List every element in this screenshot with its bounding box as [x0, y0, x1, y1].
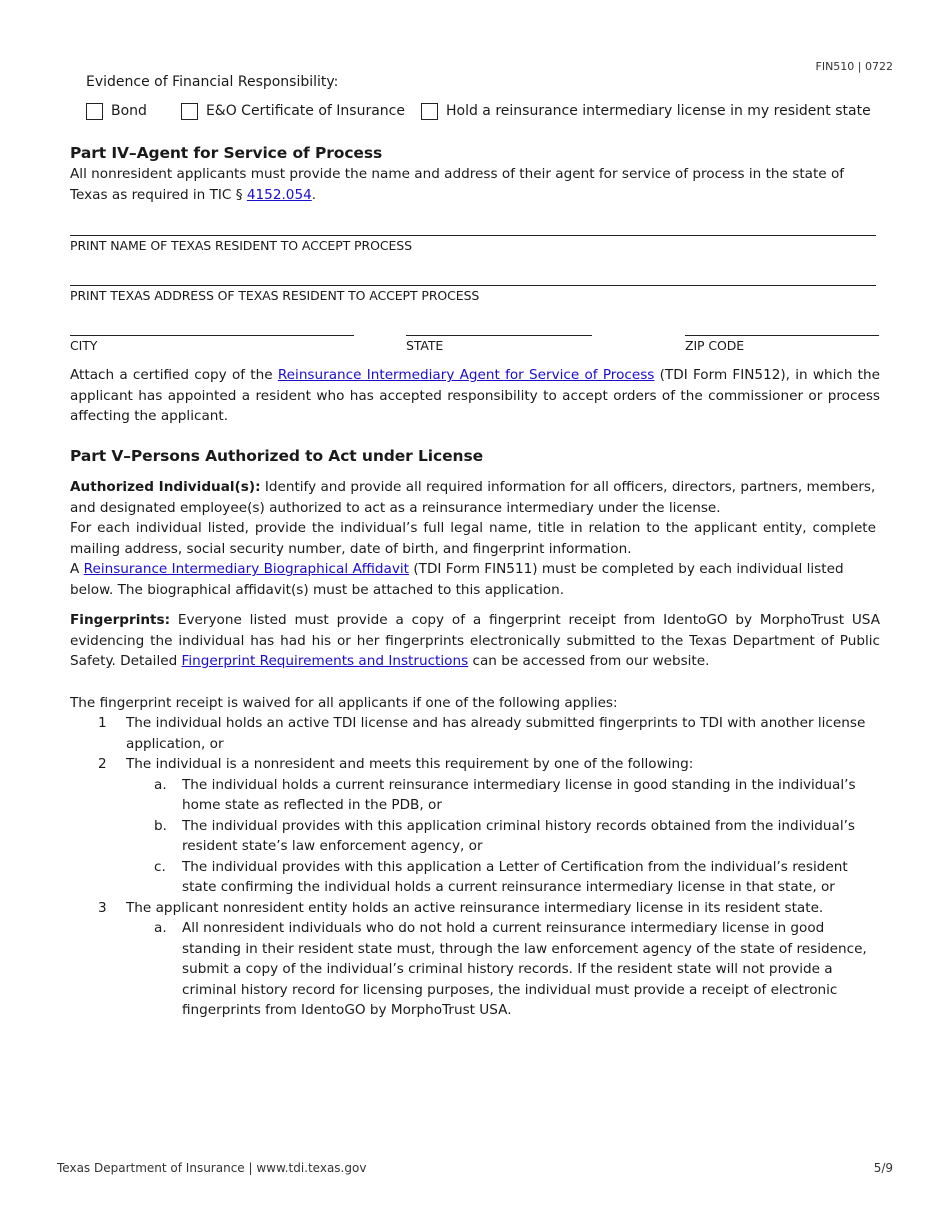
- affidavit-text: A: [70, 561, 84, 577]
- list-subitem-letter: a.: [154, 920, 167, 936]
- list-subitem: [70, 918, 880, 1021]
- financial-responsibility-label: Evidence of Financial Responsibility:: [86, 74, 339, 90]
- authorized-individuals-paragraph: [70, 477, 880, 518]
- part-iv-intro-end: .: [311, 186, 317, 203]
- list-subitem: [70, 857, 880, 898]
- attach-paragraph: [70, 365, 880, 427]
- list-item-number: 1: [98, 715, 107, 731]
- tic-4152-054-link[interactable]: 4152.054: [246, 186, 312, 203]
- fingerprint-requirements-link[interactable]: Fingerprint Requirements and Instructions: [181, 653, 469, 669]
- bond-label: Bond: [111, 103, 147, 119]
- footer-agency: Texas Department of Insurance | www.tdi.texas.gov: [57, 1161, 367, 1175]
- fingerprints-text-end: can be accessed from our website.: [468, 653, 710, 669]
- part-iv-title: Part IV–Agent for Service of Process: [70, 144, 383, 162]
- list-subitem-text: The individual provides with this application criminal history records obtained from the individual’s resident state’s law enforcement agency, or: [182, 817, 856, 854]
- waiver-intro: The fingerprint receipt is waived for all applicants if one of the following applies:: [70, 695, 618, 711]
- eo-certificate-label: E&O Certificate of Insurance: [205, 103, 405, 119]
- part-v-title: Part V–Persons Authorized to Act under License: [70, 447, 483, 465]
- list-subitem-letter: b.: [154, 817, 167, 834]
- attach-text-end: (TDI Form FIN512), in which the applicant has appointed a resident who has accepted responsibility to accept orders of the commissioner or process affecting the applicant.: [70, 367, 880, 424]
- list-item-text: The applicant nonresident entity holds an active reinsurance intermediary license in its resident state.: [126, 899, 824, 916]
- list-subitem-text: The individual provides with this application a Letter of Certification from the individual’s resident state confirming the individual holds a current reinsurance intermediary license in that state, or: [182, 858, 848, 895]
- list-item-text: The individual is a nonresident and meets this requirement by one of the following:: [126, 756, 694, 772]
- name-field-label: PRINT NAME OF TEXAS RESIDENT TO ACCEPT PROCESS: [70, 238, 412, 253]
- list-subitem-text: The individual holds a current reinsurance intermediary license in good standing in the individual’s home state as reflected in the PDB, or: [182, 776, 856, 813]
- list-item: [70, 754, 880, 775]
- part-iv-intro: [70, 164, 882, 205]
- reinsurance-license-checkbox[interactable]: [421, 103, 438, 120]
- city-field-line[interactable]: [70, 335, 354, 336]
- list-subitem: [70, 816, 880, 857]
- city-field-label: CITY: [70, 338, 98, 353]
- list-item: [70, 713, 880, 754]
- agent-for-service-link[interactable]: Reinsurance Intermediary Agent for Service of Process: [277, 367, 655, 383]
- eo-certificate-checkbox[interactable]: [181, 103, 198, 120]
- waiver-list: [70, 713, 880, 1021]
- bond-option[interactable]: [86, 101, 147, 122]
- authorized-individuals-text: Identify and provide all required information for all officers, directors, partners, members, and designated employee(s) authorized to act as a reinsurance intermediary under the license.: [70, 479, 876, 516]
- eo-certificate-option[interactable]: [181, 101, 405, 122]
- part-iv-intro-text: All nonresident applicants must provide the name and address of their agent for service of process in the state of Texas as required in TIC §: [70, 166, 845, 203]
- list-subitem: [70, 775, 880, 816]
- fingerprints-paragraph: [70, 610, 880, 672]
- list-item-number: 3: [98, 899, 107, 916]
- fingerprints-text: Everyone listed must provide a copy of a fingerprint receipt from IdentoGO by MorphoTrust USA evidencing the individual has had his or her fingerprints electronically submitted to the Texas Department of Public Safety. Detailed: [70, 612, 880, 669]
- page-number: 5/9: [873, 1161, 893, 1175]
- list-item: [70, 898, 880, 919]
- reinsurance-license-option[interactable]: [421, 101, 871, 122]
- list-item-text: The individual holds an active TDI license and has already submitted fingerprints to TDI with another license application, or: [126, 715, 866, 752]
- fingerprints-label: Fingerprints:: [70, 612, 171, 628]
- reinsurance-license-label: Hold a reinsurance intermediary license in my resident state: [445, 103, 871, 119]
- affidavit-paragraph: [70, 559, 870, 600]
- list-subitem-letter: a.: [154, 776, 167, 793]
- list-item-number: 2: [98, 756, 107, 772]
- form-id: FIN510 | 0722: [815, 60, 893, 73]
- list-subitem-text: All nonresident individuals who do not hold a current reinsurance intermediary license in good standing in their resident state must, through the law enforcement agency of the state of residence, submit a copy of the individual’s criminal history records. If the resident state will not provide a criminal history record for licensing purposes, the individual must provide a receipt of electronic fingerprints from IdentoGO by MorphoTrust USA.: [182, 920, 867, 1018]
- bond-checkbox[interactable]: [86, 103, 103, 120]
- financial-responsibility-options: [86, 101, 871, 122]
- biographical-affidavit-link[interactable]: Reinsurance Intermediary Biographical Affidavit: [83, 561, 410, 577]
- each-individual-paragraph: For each individual listed, provide the individual’s full legal name, title in relation to the applicant entity, complete mailing address, social security number, date of birth, and fingerprint information.: [70, 520, 876, 557]
- authorized-individuals-label: Authorized Individual(s):: [70, 479, 261, 495]
- address-field-label: PRINT TEXAS ADDRESS OF TEXAS RESIDENT TO ACCEPT PROCESS: [70, 288, 480, 303]
- zip-field-label: ZIP CODE: [685, 338, 745, 353]
- list-subitem-letter: c.: [154, 858, 166, 875]
- affidavit-text-end: (TDI Form FIN511) must be completed by each individual listed below. The biographical affidavit(s) must be attached to this application.: [70, 561, 844, 598]
- attach-text: Attach a certified copy of the: [70, 367, 278, 383]
- state-field-label: STATE: [406, 338, 444, 353]
